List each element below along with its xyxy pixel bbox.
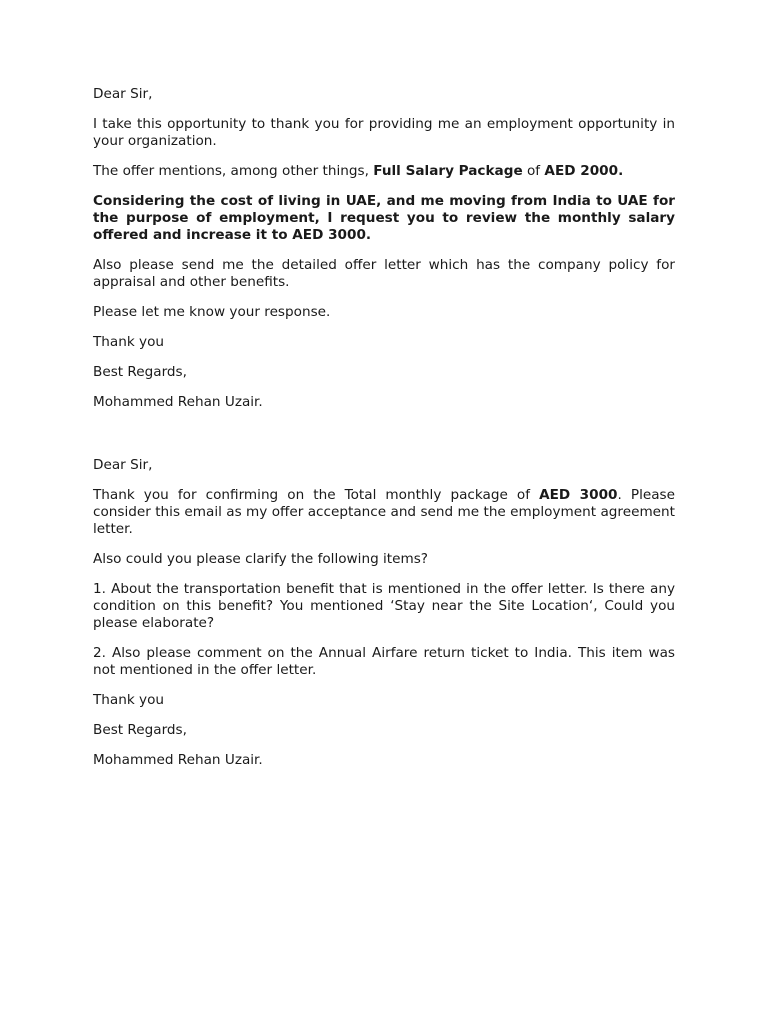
- paragraph-confirmation: [93, 487, 675, 538]
- bold-salary-package: Full Salary Package: [373, 163, 523, 179]
- letter-first: [93, 86, 675, 411]
- text-run: . Please consider this email as my offer acceptance and send me the employment agreement letter.: [93, 487, 675, 537]
- paragraph-clarify: Also could you please clarify the following items?: [93, 551, 429, 567]
- salutation: Dear Sir,: [93, 86, 153, 102]
- paragraph-item-transportation: 1. About the transportation benefit that is mentioned in the offer letter. Is there any condition on this benefit? You mentioned ‘Stay near the Site Location‘, Could you please elaborate?: [93, 581, 675, 631]
- letter-second: [93, 457, 675, 769]
- document-page: [93, 86, 675, 782]
- bold-amount: AED 2000.: [544, 163, 624, 179]
- paragraph-response: Please let me know your response.: [93, 304, 331, 320]
- salutation: Dear Sir,: [93, 457, 153, 473]
- text-run: Thank you for confirming on the Total monthly package of: [93, 487, 540, 503]
- paragraph-thanks-opportunity: I take this opportunity to thank you for providing me an employment opportunity in your organization.: [93, 116, 675, 149]
- signature: Mohammed Rehan Uzair.: [93, 394, 263, 410]
- bold-amount: AED 3000: [539, 487, 618, 503]
- closing-thanks: Thank you: [93, 334, 165, 350]
- paragraph-salary-request: [93, 193, 675, 244]
- letter-gap: [93, 424, 675, 457]
- text-run: The offer mentions, among other things,: [93, 163, 374, 179]
- paragraph-offer-mentions: [93, 163, 675, 180]
- signature: Mohammed Rehan Uzair.: [93, 752, 263, 768]
- paragraph-item-airfare: 2. Also please comment on the Annual Airfare return ticket to India. This item was not mentioned in the offer letter.: [93, 645, 675, 678]
- closing-regards: Best Regards,: [93, 364, 187, 380]
- paragraph-detailed-offer: Also please send me the detailed offer letter which has the company policy for appraisal and other benefits.: [93, 257, 675, 290]
- text-run: of: [522, 163, 545, 179]
- closing-regards: Best Regards,: [93, 722, 187, 738]
- closing-thanks: Thank you: [93, 692, 165, 708]
- bold-request: Considering the cost of living in UAE, and me moving from India to UAE for the purpose of employment, I request you to review the monthly salary offered and increase it to AED 3000.: [93, 193, 675, 243]
